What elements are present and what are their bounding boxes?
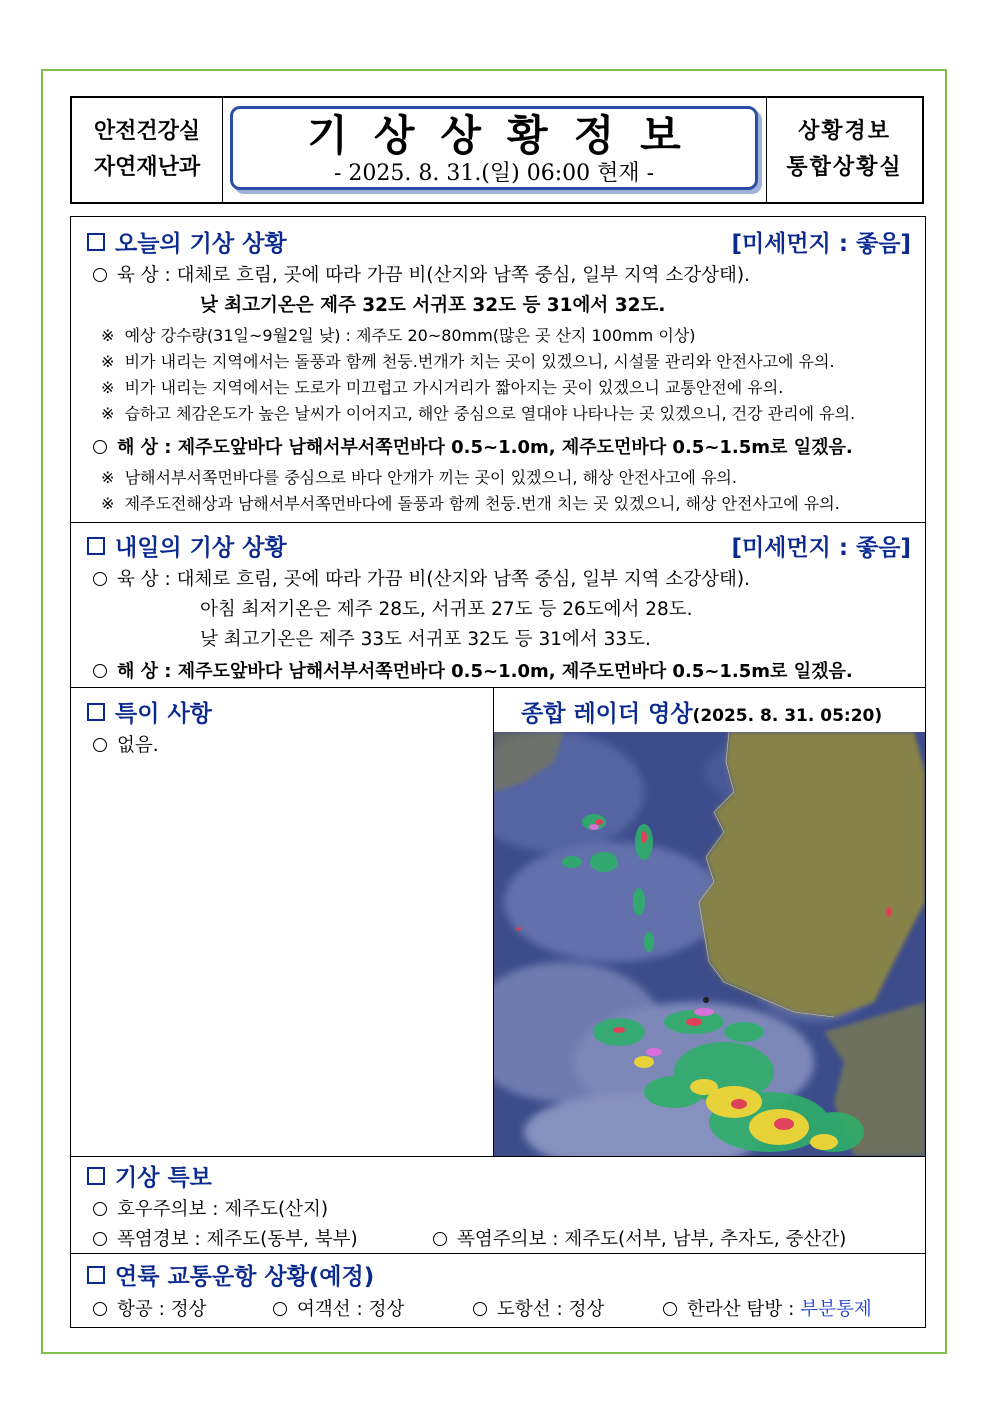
tomorrow-title: 내일의 기상 상황: [87, 529, 287, 562]
traffic-air: 항공 : 정상: [93, 1295, 206, 1321]
divider: [71, 687, 925, 688]
circle-bullet-icon: [93, 738, 107, 752]
checkbox-square-icon: [87, 537, 105, 555]
today-sea: 해 상 : 제주도앞바다 남해서부서쪽먼바다 0.5~1.0m, 제주도먼바다 0.5~1.5m로 일겠음.: [93, 433, 853, 459]
office-line2: 통합상황실: [786, 155, 903, 180]
tomorrow-land-max: 낮 최고기온은 제주 33도 서귀포 32도 등 31에서 33도.: [200, 629, 651, 650]
warning-item: 폭염경보 : 제주도(동부, 북부): [93, 1225, 358, 1251]
tomorrow-sea: 해 상 : 제주도앞바다 남해서부서쪽먼바다 0.5~1.0m, 제주도먼바다 0.5~1.5m로 일겠음.: [93, 657, 853, 683]
today-note1: ※ 예상 강수량(31일~9월2일 낮) : 제주도 20~80mm(많은 곳 산지 100mm 이상): [101, 326, 696, 345]
office-label: [766, 98, 922, 202]
circle-bullet-icon: [433, 1232, 447, 1246]
today-pm: [미세먼지 : 좋음]: [731, 231, 911, 257]
today-note2: ※ 비가 내리는 지역에서는 돌풍과 함께 천둥.번개가 치는 곳이 있겠으니, 시설물 관리와 안전사고에 유의.: [101, 352, 835, 371]
circle-bullet-icon: [93, 268, 107, 282]
traffic-island: 도항선 : 정상: [473, 1295, 604, 1321]
tomorrow-land: 육 상 : 대체로 흐림, 곳에 따라 가끔 비(산지와 남쪽 중심, 일부 지역 소강상태).: [93, 565, 750, 591]
traffic-title: 연륙 교통운항 상황(예정): [87, 1258, 374, 1291]
page-title: 기상상황정보: [307, 111, 707, 160]
page-subtitle: - 2025. 8. 31.(일) 06:00 현재 -: [333, 161, 655, 186]
circle-bullet-icon: [473, 1302, 487, 1316]
checkbox-square-icon: [87, 703, 105, 721]
dept-label: [72, 98, 223, 202]
circle-bullet-icon: [93, 664, 107, 678]
title-box: [230, 106, 758, 190]
circle-bullet-icon: [93, 440, 107, 454]
circle-bullet-icon: [93, 1232, 107, 1246]
warnings-title: 기상 특보: [87, 1159, 212, 1192]
today-note6: ※ 제주도전해상과 남해서부서쪽먼바다에 돌풍과 함께 천둥.번개 치는 곳 있겠으니, 해상 안전사고에 유의.: [101, 494, 840, 513]
checkbox-square-icon: [87, 1266, 105, 1284]
circle-bullet-icon: [273, 1302, 287, 1316]
divider: [71, 522, 925, 523]
dept-line1: 안전건강실: [93, 119, 201, 144]
circle-bullet-icon: [93, 572, 107, 586]
circle-bullet-icon: [93, 1302, 107, 1316]
circle-bullet-icon: [663, 1302, 677, 1316]
divider: [71, 1156, 925, 1157]
warning-item: 폭염주의보 : 제주도(서부, 남부, 추자도, 중산간): [433, 1225, 846, 1251]
today-land-temp: 낮 최고기온은 제주 32도 서귀포 32도 등 31에서 32도.: [200, 295, 666, 316]
traffic-hallasan: 한라산 탐방 : 부분통제: [663, 1295, 872, 1321]
traffic-ferry: 여객선 : 정상: [273, 1295, 404, 1321]
circle-bullet-icon: [93, 1202, 107, 1216]
tomorrow-pm: [미세먼지 : 좋음]: [731, 535, 911, 561]
radar-title: 종합 레이더 영상(2025. 8. 31. 05:20): [521, 701, 883, 727]
today-note3: ※ 비가 내리는 지역에서는 도로가 미끄럽고 가시거리가 짧아지는 곳이 있겠으니 교통안전에 유의.: [101, 378, 784, 397]
today-land: 육 상 : 대체로 흐림, 곳에 따라 가끔 비(산지와 남쪽 중심, 일부 지역 소강상태).: [93, 261, 750, 287]
svg-text:+: +: [514, 924, 523, 935]
dept-line2: 자연재난과: [93, 155, 201, 180]
checkbox-square-icon: [87, 233, 105, 251]
warning-item: 호우주의보 : 제주도(산지): [93, 1195, 328, 1221]
hallasan-status: 부분통제: [800, 1299, 872, 1320]
today-title: 오늘의 기상 상황: [87, 225, 287, 258]
header: [70, 96, 924, 204]
special-item: 없음.: [93, 731, 159, 757]
special-title: 특이 사항: [87, 695, 212, 728]
content-box: [70, 216, 926, 1328]
office-line1: 상황경보: [797, 119, 891, 144]
today-note5: ※ 남해서부서쪽먼바다를 중심으로 바다 안개가 끼는 곳이 있겠으니, 해상 안전사고에 유의.: [101, 468, 737, 487]
checkbox-square-icon: [87, 1167, 105, 1185]
today-note4: ※ 습하고 체감온도가 높은 날씨가 이어지고, 해안 중심으로 열대야 나타나는 곳 있겠으니, 건강 관리에 유의.: [101, 404, 856, 423]
tomorrow-land-min: 아침 최저기온은 제주 28도, 서귀포 27도 등 26도에서 28도.: [200, 599, 693, 620]
divider: [71, 1253, 925, 1254]
radar-image: [494, 732, 925, 1156]
